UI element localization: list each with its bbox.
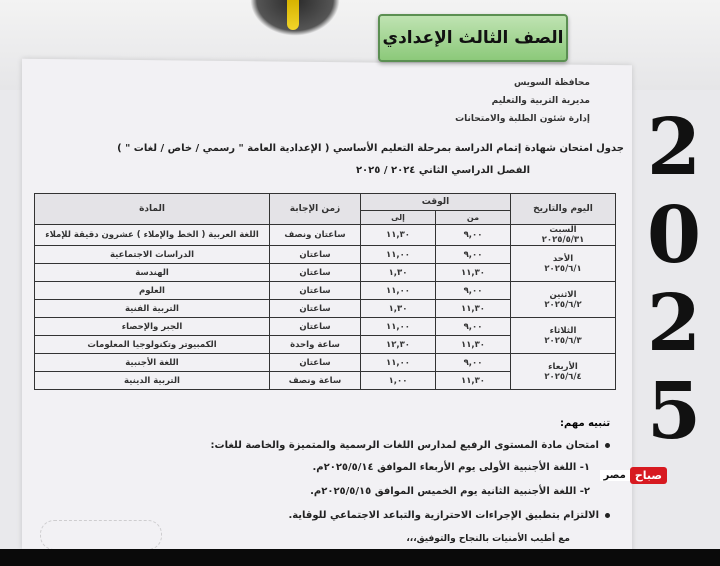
note-item: ٢- اللغة الأجنبية الثانية يوم الخميس الموافق ٢٠٢٥/٥/١٥م. — [310, 486, 590, 497]
col-from-header: من — [436, 211, 511, 225]
directorate-line: مديرية التربية والتعليم — [491, 96, 590, 106]
time-from: ٩,٠٠ — [436, 225, 511, 246]
subject-cell: اللغة الأجنبية — [35, 354, 270, 372]
cap-tassel — [287, 0, 299, 30]
time-to: ١,٣٠ — [361, 300, 436, 318]
grade-badge: الصف الثالث الإعدادي — [378, 14, 568, 62]
day-date: ٢٠٢٥/٦/٣ — [544, 335, 582, 346]
duration-cell: ساعتان — [270, 300, 361, 318]
col-to-header: إلى — [361, 211, 436, 225]
note-item: امتحان مادة المستوى الرفيع لمدارس اللغات الرسمية والمتميزة والخاصة للغات: — [211, 440, 610, 451]
time-from: ٩,٠٠ — [436, 246, 511, 264]
day-name: الاثنين — [549, 289, 577, 300]
notes-title: تنبيه مهم: — [560, 418, 611, 429]
sabah-masr-logo — [555, 464, 667, 486]
day-name: الثلاثاء — [549, 325, 577, 336]
year-digit: 2 — [646, 278, 702, 369]
col-duration-header: زمن الإجابة — [270, 194, 361, 225]
time-to: ١٢,٣٠ — [361, 336, 436, 354]
note-item: ١- اللغة الأجنبية الأولى يوم الأربعاء الموافق ٢٠٢٥/٥/١٤م. — [312, 462, 590, 473]
subject-cell: الدراسات الاجتماعية — [35, 246, 270, 264]
year-digit: 2 — [646, 102, 702, 193]
time-to: ١١,٠٠ — [361, 354, 436, 372]
logo-red-text: صباح — [630, 467, 667, 484]
day-date: ٢٠٢٥/٦/٤ — [544, 371, 582, 382]
table-row — [35, 282, 616, 300]
governorate-line: محافظة السويس — [513, 78, 590, 88]
year-vertical — [634, 104, 714, 456]
col-day-header: اليوم والتاريخ — [511, 194, 616, 225]
year-digit: 5 — [646, 366, 702, 457]
exam-table — [34, 193, 616, 390]
time-to: ١,٠٠ — [361, 372, 436, 390]
time-from: ١١,٣٠ — [436, 336, 511, 354]
subject-cell: الهندسة — [35, 264, 270, 282]
col-subject-header: المادة — [35, 194, 270, 225]
day-cell — [511, 225, 616, 246]
duration-cell: ساعة ونصف — [270, 372, 361, 390]
day-cell — [511, 354, 616, 390]
time-from: ١١,٣٠ — [436, 264, 511, 282]
day-name: السبت — [549, 225, 577, 235]
duration-cell: ساعتان — [270, 282, 361, 300]
day-name: الأربعاء — [548, 361, 578, 372]
table-row — [35, 354, 616, 372]
duration-cell: ساعتان ونصف — [270, 225, 361, 246]
table-row — [35, 246, 616, 264]
duration-cell: ساعتان — [270, 246, 361, 264]
subject-cell: العلوم — [35, 282, 270, 300]
day-cell — [511, 282, 616, 318]
duration-cell: ساعتان — [270, 354, 361, 372]
day-date: ٢٠٢٥/٦/١ — [544, 263, 582, 274]
time-from: ١١,٣٠ — [436, 372, 511, 390]
time-to: ١١,٠٠ — [361, 246, 436, 264]
duration-cell: ساعتان — [270, 318, 361, 336]
day-date: ٢٠٢٥/٦/٢ — [544, 299, 582, 310]
duration-cell: ساعة واحدة — [270, 336, 361, 354]
time-to: ١١,٠٠ — [361, 282, 436, 300]
time-from: ١١,٣٠ — [436, 300, 511, 318]
table-row — [35, 318, 616, 336]
col-time-header: الوقت — [361, 194, 511, 211]
day-cell — [511, 318, 616, 354]
time-from: ٩,٠٠ — [436, 282, 511, 300]
subject-cell: التربية الدينية — [35, 372, 270, 390]
time-to: ١١,٠٠ — [361, 318, 436, 336]
day-cell — [511, 246, 616, 282]
time-to: ١١,٣٠ — [361, 225, 436, 246]
department-line: إدارة شئون الطلبة والامتحانات — [455, 114, 590, 124]
term-heading: الفصل الدراسي الثاني ٢٠٢٤ / ٢٠٢٥ — [355, 165, 530, 176]
closing-line: مع أطيب الأمنيات بالنجاح والتوفيق،،، — [406, 534, 570, 544]
schedule-heading: جدول امتحان شهادة إتمام الدراسة بمرحلة التعليم الأساسي ( الإعدادية العامة " رسمي / خاص / لغات " ) — [117, 143, 624, 154]
subject-cell: الكمبيوتر وتكنولوجيا المعلومات — [35, 336, 270, 354]
logo-black-text: مصر — [600, 470, 630, 481]
subject-cell: اللغة العربية ( الخط والإملاء ) عشرون دقيقة للإملاء — [35, 225, 270, 246]
time-to: ١,٣٠ — [361, 264, 436, 282]
signature-stamp — [40, 520, 162, 550]
duration-cell: ساعتان — [270, 264, 361, 282]
subject-cell: التربية الفنية — [35, 300, 270, 318]
time-from: ٩,٠٠ — [436, 318, 511, 336]
subject-cell: الجبر والإحصاء — [35, 318, 270, 336]
bullet-icon — [605, 443, 610, 448]
day-date: ٢٠٢٥/٥/٣١ — [541, 235, 585, 245]
bottom-bar — [0, 549, 720, 566]
note-item: الالتزام بتطبيق الإجراءات الاحترازية والتباعد الاجتماعي للوقاية. — [288, 510, 610, 521]
bullet-icon — [605, 513, 610, 518]
day-name: الأحد — [552, 253, 574, 264]
time-from: ٩,٠٠ — [436, 354, 511, 372]
year-digit: 0 — [646, 190, 702, 281]
